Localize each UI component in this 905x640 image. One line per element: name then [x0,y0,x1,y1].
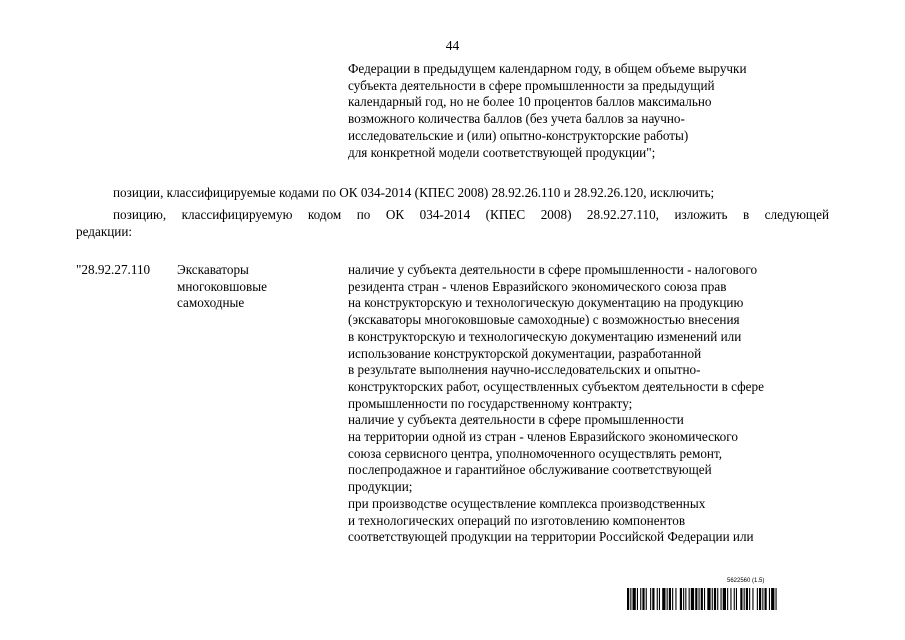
page-number: 44 [445,38,460,53]
text-line: в результате выполнения научно-исследовательских и опытно- [348,362,701,378]
text-line: и технологических операций по изготовлению компонентов [348,512,686,528]
text-line: на конструкторскую и технологическую документацию на продукцию [348,295,744,311]
entry-product-name [177,262,327,312]
exclude-positions-paragraph: позиции, классифицируемые кодами по ОК 034-2014 (КПЕС 2008) 28.92.26.110 и 28.92.26.120, исключить; [113,185,715,200]
barcode-icon [627,588,835,610]
text-line: (экскаваторы многоковшовые самоходные) с возможностью внесения [348,312,740,328]
text-line: резидента стран - членов Евразийского экономического союза прав [348,278,727,294]
document-id: 5622560 (1.5) [727,578,765,584]
text-line: для конкретной модели соответствующей продукции"; [348,144,656,160]
continued-condition-text [348,61,848,161]
text-line: субъекта деятельности в сфере промышленности за предыдущий [348,77,715,93]
entry-conditions [348,262,848,546]
text-line: на территории одной из стран - членов Евразийского экономического [348,429,738,445]
text-line: конструкторских работ, осуществленных субъектом деятельности в сфере [348,378,764,394]
text-line: многоковшовые [177,278,267,294]
text-line: наличие у субъекта деятельности в сфере промышленности - налогового [348,262,758,277]
text-line: редакции: [76,223,133,239]
text-line: позицию, классифицируемую кодом по ОК 034-2014 (КПЕС 2008) 28.92.27.110, изложить в следующей [113,207,829,222]
text-line: календарный год, но не более 10 процентов баллов максимально [348,94,712,110]
text-line: при производстве осуществление комплекса производственных [348,495,706,511]
text-line: продукции; [348,479,413,495]
entry-code: "28.92.27.110 [76,262,151,277]
text-line: послепродажное и гарантийное обслуживание соответствующей [348,462,712,478]
text-line: исследовательские и (или) опытно-конструкторские работы) [348,127,689,143]
text-line: Экскаваторы [177,262,249,277]
text-line: самоходные [177,295,245,311]
text-line: в конструкторскую и технологическую документацию изменений или [348,328,742,344]
text-line: использование конструкторской документации, разработанной [348,345,702,361]
text-line: возможного количества баллов (без учета баллов за научно- [348,111,685,127]
text-line: наличие у субъекта деятельности в сфере промышленности [348,412,684,428]
text-line: Федерации в предыдущем календарном году, в общем объеме выручки [348,61,747,76]
text-line: союза сервисного центра, уполномоченного осуществлять ремонт, [348,445,723,461]
text-line: промышленности по государственному контракту; [348,395,633,411]
text-line: соответствующей продукции на территории Российской Федерации или [348,529,754,545]
restate-position-paragraph [76,207,829,240]
